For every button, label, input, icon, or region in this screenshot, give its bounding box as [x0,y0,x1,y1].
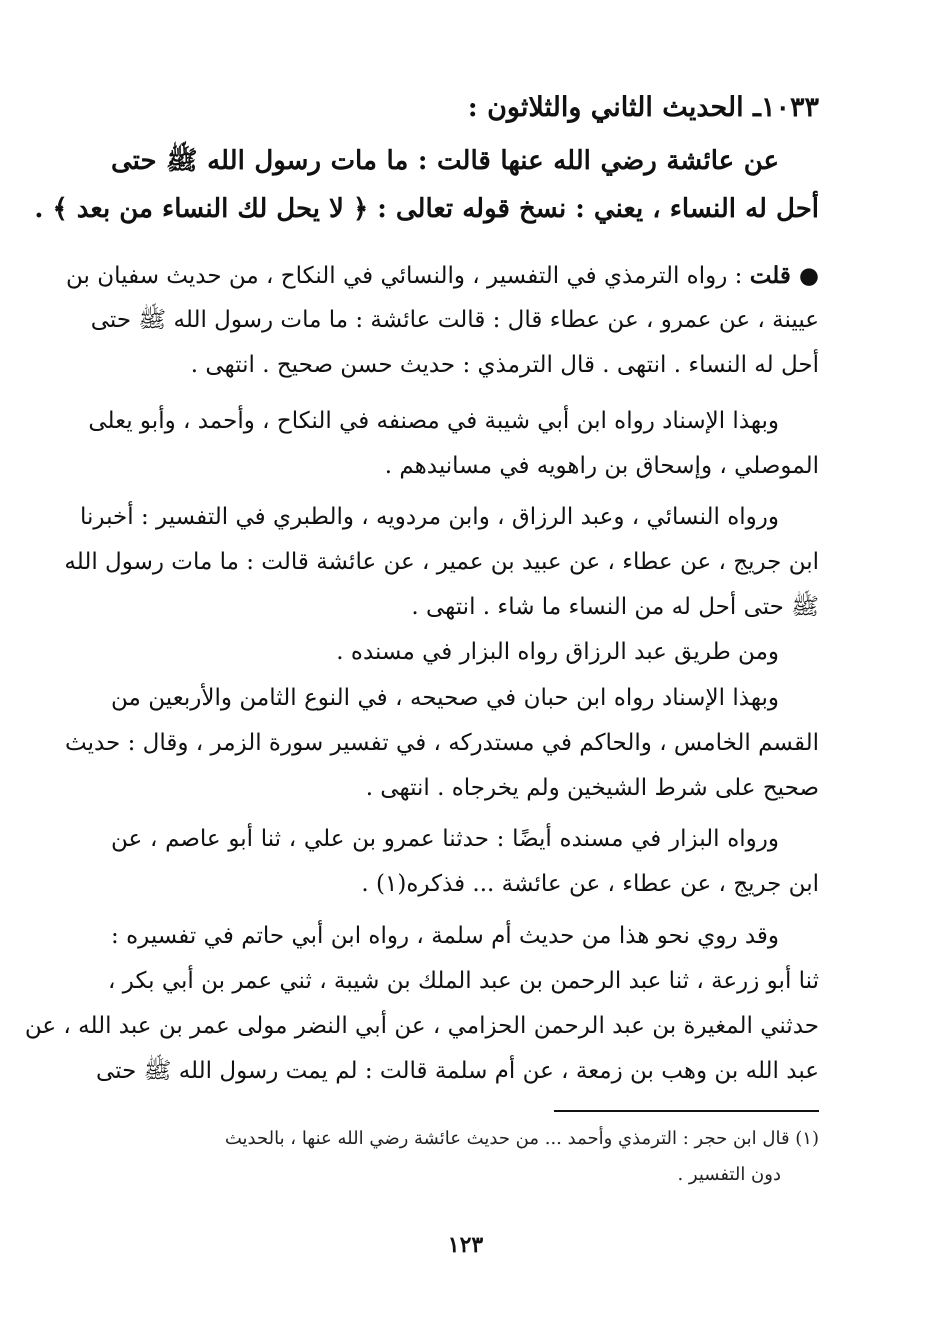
commentary-line: ورواه النسائي ، وعبد الرزاق ، وابن مردويه ، والطبري في التفسير : أخبرنا [80,504,779,530]
hadith-heading: ١٠٣٣ـ الحديث الثاني والثلاثون : [467,92,819,123]
commentary-line: وبهذا الإسناد رواه ابن حبان في صحيحه ، في النوع الثامن والأربعين من [111,685,779,711]
footnote-separator [554,1110,819,1112]
commentary-line: أحل له النساء . انتهى . قال الترمذي : حديث حسن صحيح . انتهى . [190,352,819,378]
qult-marker: ● قلت [749,262,819,289]
commentary-line: ثنا أبو زرعة ، ثنا عبد الرحمن بن عبد الملك بن شيبة ، ثني عمر بن أبي بكر ، [108,968,819,994]
footnote-line: (١) قال ابن حجر : الترمذي وأحمد ... من حديث عائشة رضي الله عنها ، بالحديث [224,1128,819,1149]
page-number: ١٢٣ [447,1232,484,1258]
commentary-line: وبهذا الإسناد رواه ابن أبي شيبة في مصنفه في النكاح ، وأحمد ، وأبو يعلى [88,408,779,434]
commentary-line: صحيح على شرط الشيخين ولم يخرجاه . انتهى . [365,775,819,801]
commentary-line-text: : رواه الترمذي في التفسير ، والنسائي في النكاح ، من حديث سفيان بن [66,263,750,289]
commentary-line: ورواه البزار في مسنده أيضًا : حدثنا عمرو بن علي ، ثنا أبو عاصم ، عن [111,826,779,852]
hadith-text-line: عن عائشة رضي الله عنها قالت : ما مات رسول الله ﷺ حتى [111,146,779,176]
commentary-line: عيينة ، عن عمرو ، عن عطاء قال : قالت عائشة : ما مات رسول الله ﷺ حتى [90,307,819,333]
commentary-line: القسم الخامس ، والحاكم في مستدركه ، في تفسير سورة الزمر ، وقال : حديث [64,730,819,756]
commentary-line [66,262,819,289]
hadith-text-line: أحل له النساء ، يعني : نسخ قوله تعالى : ﴿ لا يحل لك النساء من بعد ﴾ . [34,194,819,224]
commentary-line: حدثني المغيرة بن عبد الرحمن الحزامي ، عن أبي النضر مولى عمر بن عبد الله ، عن [24,1013,819,1039]
commentary-line: ابن جريج ، عن عطاء ، عن عبيد بن عمير ، عن عائشة قالت : ما مات رسول الله [64,549,819,575]
commentary-line: عبد الله بن وهب بن زمعة ، عن أم سلمة قالت : لم يمت رسول الله ﷺ حتى [95,1058,819,1084]
commentary-line: ابن جريج ، عن عطاء ، عن عائشة ... فذكره(١) . [361,871,819,897]
commentary-line: وقد روي نحو هذا من حديث أم سلمة ، رواه ابن أبي حاتم في تفسيره : [111,923,779,949]
commentary-line: الموصلي ، وإسحاق بن راهويه في مسانيدهم . [384,453,819,479]
commentary-line: ﷺ حتى أحل له من النساء ما شاء . انتهى . [411,594,819,620]
commentary-line: ومن طريق عبد الرزاق رواه البزار في مسنده . [336,639,779,665]
footnote-line: دون التفسير . [677,1164,781,1185]
